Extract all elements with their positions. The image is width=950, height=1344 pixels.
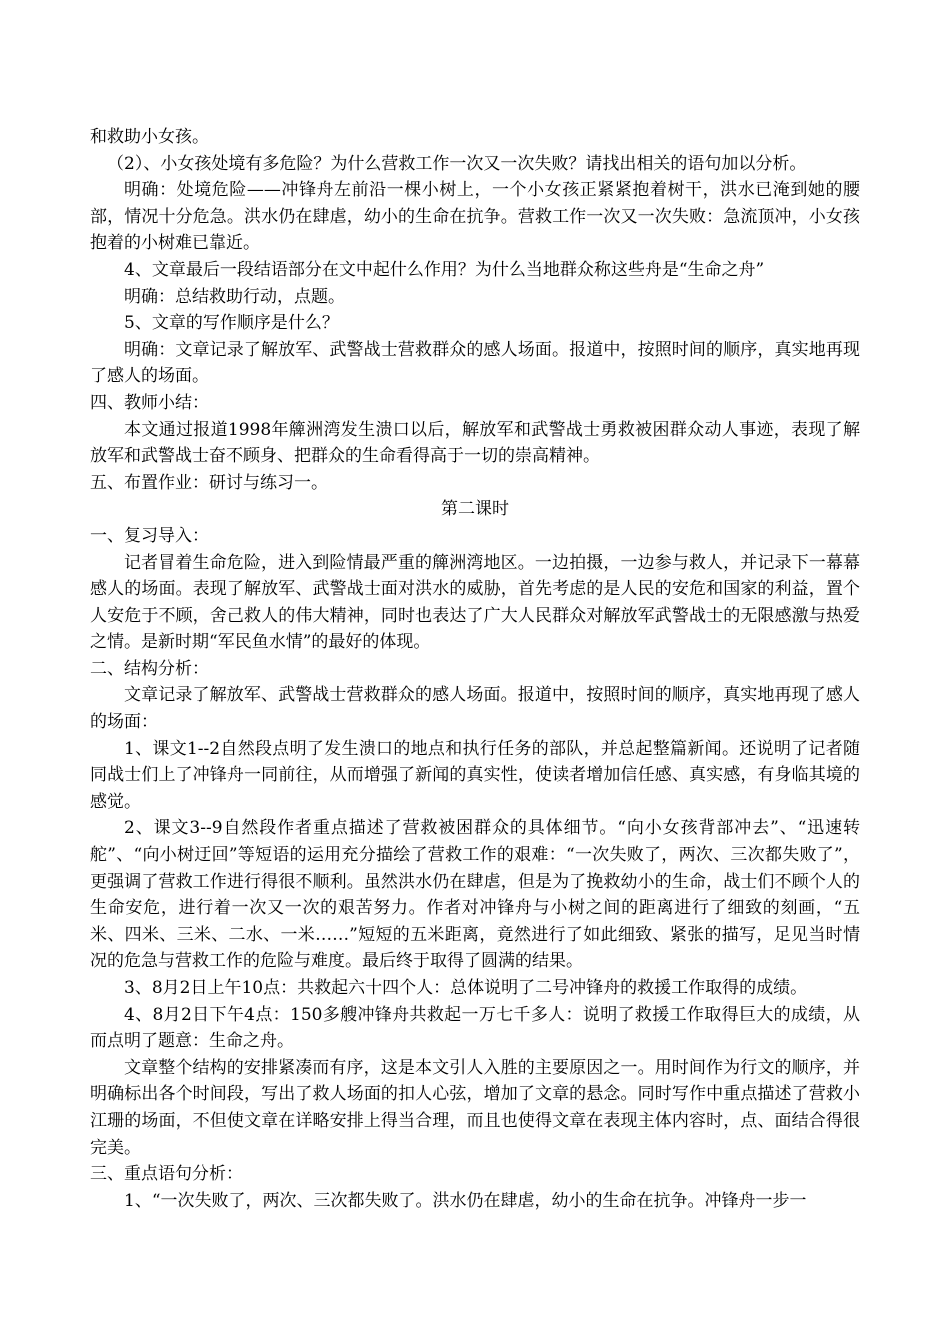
question-2: （2）、小女孩处境有多危险？为什么营救工作一次又一次失败？请找出相关的语句加以分析。 — [107, 153, 807, 174]
answer-2: 明确：处境危险——冲锋舟左前沿一棵小树上，一个小女孩正紧紧抱着树干，洪水已淹到她的腰部，情况十分危急。洪水仍在肆虐，幼小的生命在抗争。营救工作一次又一次失败：急流顶冲，小女孩抱着的小树难已靠近。 — [90, 180, 860, 254]
structure-point-4: 4、8月2日下午4点：150多艘冲锋舟共救起一万七千多人：说明了救援工作取得巨大的成绩，从而点明了题意：生命之舟。 — [90, 1004, 860, 1052]
section-heading-homework: 五、布置作业：研讨与练习一。 — [90, 472, 328, 493]
summary-paragraph: 本文通过报道1998年簰洲湾发生溃口以后，解放军和武警战士勇救被困群众动人事迹，表现了解放军和武警战士奋不顾身、把群众的生命看得高于一切的崇高精神。 — [90, 419, 860, 467]
structure-conclusion: 文章整个结构的安排紧凑而有序，这是本文引人入胜的主要原因之一。用时间作为行文的顺序，并明确标出各个时间段，写出了救人场面的扣人心弦，增加了文章的悬念。同时写作中重点描述了营救小江珊的场面，不但使文章在详略安排上得当合理，而且也使得文章在表现主体内容时，点、面结合得很完美。 — [90, 1057, 860, 1158]
document-page — [90, 124, 860, 1214]
answer-4: 明确：总结救助行动，点题。 — [124, 286, 345, 307]
structure-point-2: 2、课文3--9自然段作者重点描述了营救被困群众的具体细节。“向小女孩背部冲去”、“迅速转舵”、“向小树迂回”等短语的运用充分描绘了营救工作的艰难：“一次失败了，两次、三次都失败了”，更强调了营救工作进行得很不顺利。虽然洪水仍在肆虐，但是为了挽救幼小的生命，战士们不顾个人的生命安危，进行着一次又一次的艰苦努力。作者对冲锋舟与小树之间的距离进行了细致的刻画，“五米、四米、三米、二水、一米……”短短的五米距离，竟然进行了如此细致、紧张的描写，足见当时情况的危急与营救工作的危险与难度。最后终于取得了圆满的结果。 — [90, 818, 860, 972]
question-4: 4、文章最后一段结语部分在文中起什么作用？为什么当地群众称这些舟是“生命之舟” — [124, 259, 765, 280]
paragraph-continuation: 和救助小女孩。 — [90, 127, 209, 147]
question-5: 5、文章的写作顺序是什么？ — [124, 313, 339, 334]
section-heading-summary: 四、教师小结： — [90, 392, 209, 413]
section-heading-structure: 二、结构分析： — [90, 658, 209, 679]
lesson-title: 第二课时 — [441, 499, 509, 520]
review-paragraph: 记者冒着生命危险，进入到险情最严重的簰洲湾地区。一边拍摄，一边参与救人，并记录下一幕幕感人的场面。表现了解放军、武警战士面对洪水的威胁，首先考虑的是人民的安危和国家的利益，置个人安危于不顾，舍己救人的伟大精神，同时也表达了广大人民群众对解放军武警战士的无限感激与热爱之情。是新时期“军民鱼水情”的最好的体现。 — [90, 552, 860, 653]
structure-point-3: 3、8月2日上午10点：共救起六十四个人：总体说明了二号冲锋舟的救援工作取得的成绩。 — [124, 978, 808, 998]
answer-5: 明确：文章记录了解放军、武警战士营救群众的感人场面。报道中，按照时间的顺序，真实地再现了感人的场面。 — [90, 339, 860, 387]
structure-intro: 文章记录了解放军、武警战士营救群众的感人场面。报道中，按照时间的顺序，真实地再现了感人的场面： — [90, 685, 860, 733]
key-sentence-1: 1、“一次失败了，两次、三次都失败了。洪水仍在肆虐，幼小的生命在抗争。冲锋舟一步一 — [124, 1190, 807, 1211]
section-heading-review: 一、复习导入： — [90, 525, 209, 546]
section-heading-key-sentences: 三、重点语句分析： — [90, 1164, 243, 1185]
structure-point-1: 1、课文1--2自然段点明了发生溃口的地点和执行任务的部队，并总起整篇新闻。还说明了记者随同战士们上了冲锋舟一同前往，从而增强了新闻的真实性，使读者增加信任感、真实感，有身临其境的感觉。 — [90, 738, 860, 812]
